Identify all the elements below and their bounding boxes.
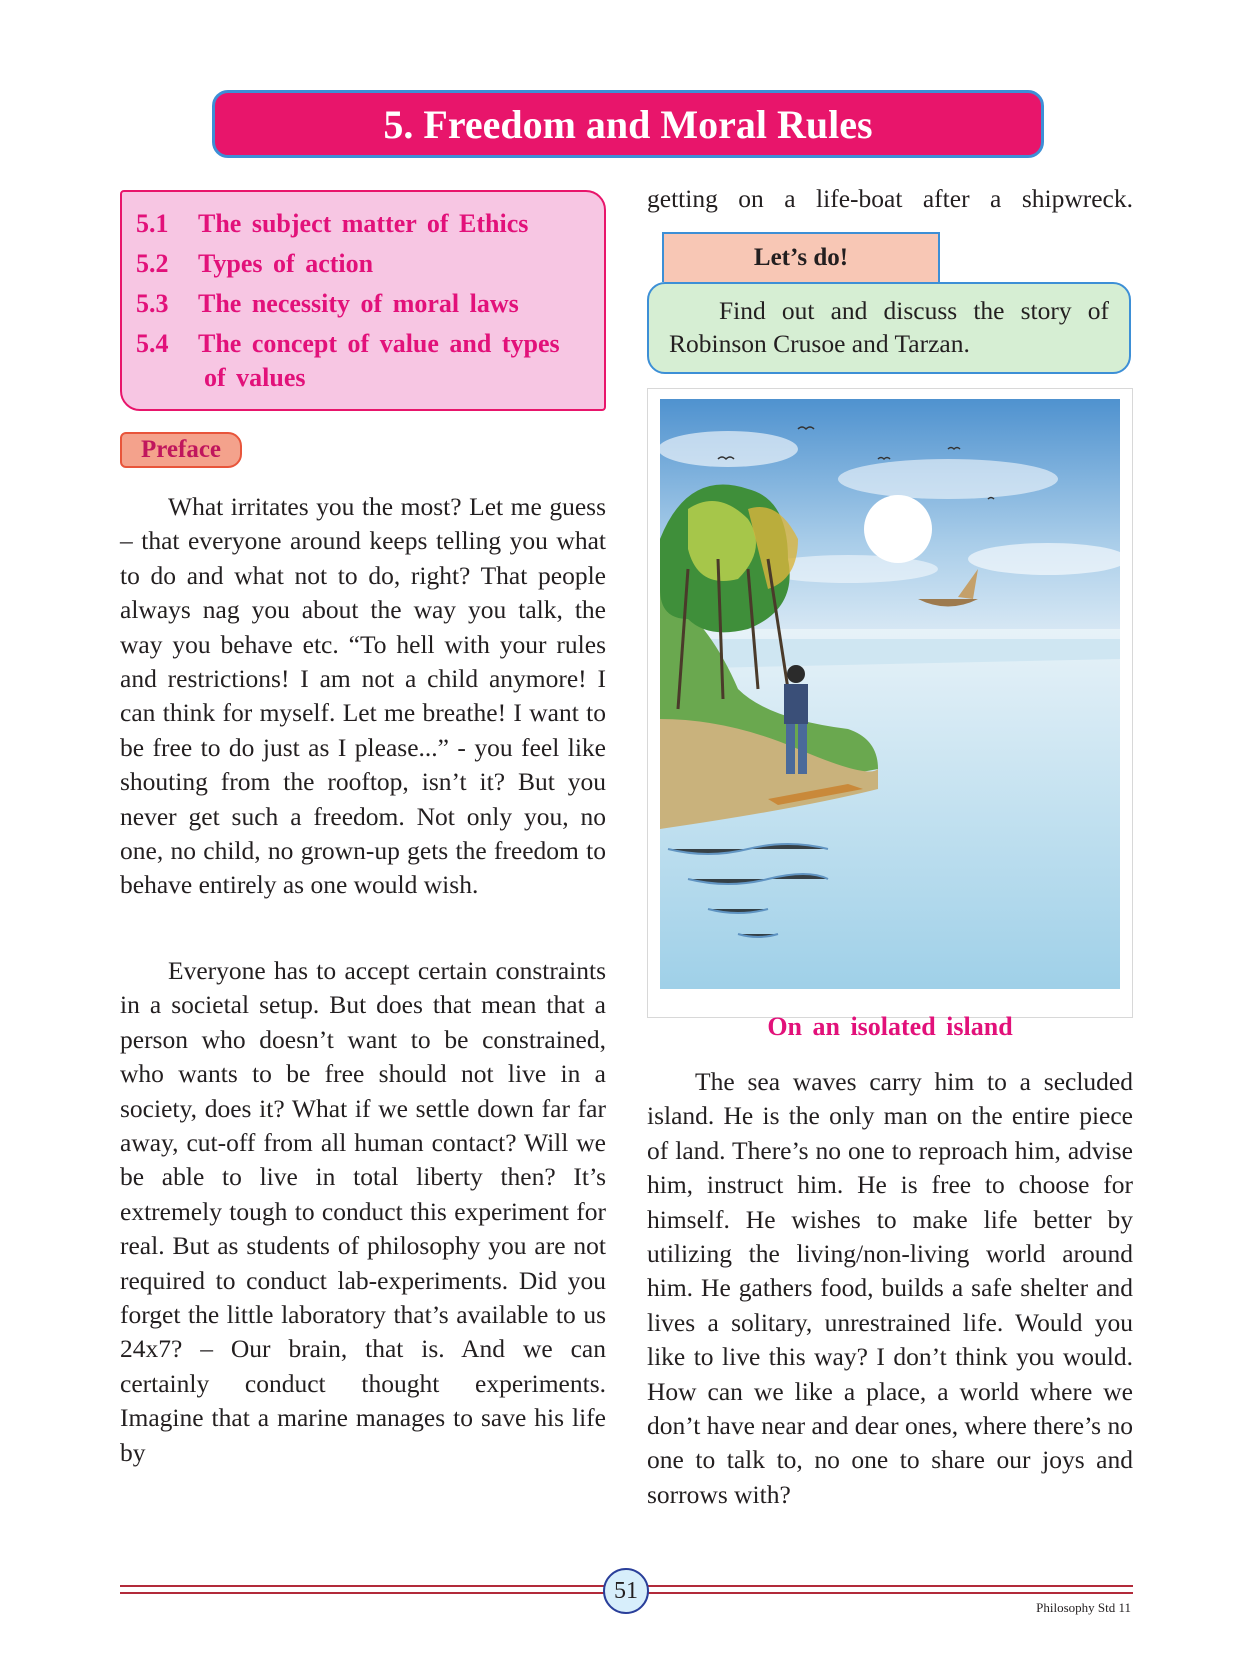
contents-item-label-continued: of values (204, 363, 306, 392)
right-column-lead (647, 182, 1133, 216)
contents-item-label: The concept of value and types (198, 329, 560, 358)
chapter-title-banner (212, 90, 1044, 158)
paragraph: The sea waves carry him to a secluded island. He is the only man on the entire piece of land. There’s no one to reproach him, advise him, instruct him. He is free to choose for himself. He wishes to make life better by utilizing the living/non-living world around him. He gathers food, builds a safe shelter and lives a solitary, unrestrained life. Would you like to live this way? I don’t think you would. How can we like a place, a world where we don’t have near and dear ones, where there’s no one to talk to, no one to share our joys and sorrows with? (647, 1067, 1133, 1509)
island-illustration (647, 388, 1133, 1018)
contents-item (136, 204, 590, 244)
paragraph: Everyone has to accept certain constraints in a societal setup. But does that mean that a person who doesn’t want to be constrained, who wants to be free should not live in a society, does it? What if we settle down far far away, cut-off from all human contact? Will we be able to live in total liberty then? It’s extremely tough to conduct this experiment for real. But as students of philosophy you are not required to conduct lab-experiments. Did you forget the little laboratory that’s available to us 24x7? – Our brain, that is. And we can certainly conduct thought experiments. Imagine that a marine manages to save his life by (120, 956, 606, 1467)
lets-do-text: Find out and discuss the story of Robinson Crusoe and Tarzan. (669, 296, 1109, 358)
contents-item-label: Types of action (198, 249, 374, 278)
chapter-contents-box (120, 190, 606, 411)
footer-book-label: Philosophy Std 11 (1036, 1600, 1131, 1615)
paragraph: What irritates you the most? Let me guess – that everyone around keeps telling you what to do and what not to do, right? That people always nag you about the way you talk, the way you behave etc. “To hell with your rules and restrictions! I am not a child anymore! I can think for myself. Let me breathe! I want to be free to do just as I please...” - you feel like shouting from the rooftop, isn’t it? But you never get such a freedom. Not only you, no one, no child, no grown-up gets the freedom to behave entirely as one would wish. (120, 492, 606, 900)
preface-heading: Preface (120, 432, 242, 468)
contents-item-number: 5.3 (136, 289, 169, 318)
right-column-text (647, 1065, 1133, 1512)
illustration-caption: On an isolated island (767, 1012, 1013, 1041)
contents-item-continuation (136, 358, 590, 398)
lets-do-heading: Let’s do! (662, 232, 940, 282)
paragraph-continuation: getting on a life-boat after a shipwreck. (647, 184, 1133, 213)
moon (864, 495, 932, 563)
left-column-text (120, 490, 606, 903)
contents-item-label: The subject matter of Ethics (198, 209, 529, 238)
contents-item-label: The necessity of moral laws (198, 289, 519, 318)
contents-item-number: 5.4 (136, 329, 169, 358)
chapter-title: 5. Freedom and Moral Rules (383, 101, 873, 147)
contents-item (136, 244, 590, 284)
contents-item-number: 5.2 (136, 249, 169, 278)
left-column-text-2 (120, 954, 606, 1470)
page-number: 51 (603, 1568, 649, 1614)
contents-item-number: 5.1 (136, 209, 169, 238)
contents-item (136, 284, 590, 324)
lets-do-box (647, 282, 1131, 374)
island-painting (648, 389, 1133, 1018)
